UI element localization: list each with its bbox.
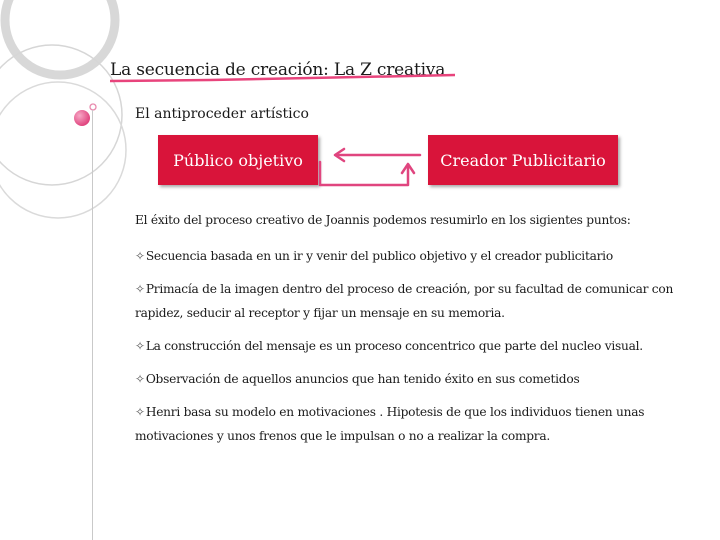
bullet-text: Observación de aquellos anuncios que han tenido éxito en sus cometidos	[145, 372, 580, 386]
slide-title: La secuencia de creación: La Z creativa	[110, 60, 446, 80]
diamond-outline-icon: ✧	[135, 249, 145, 263]
audience-box-label: Público objetivo	[173, 150, 303, 170]
intro-text: El éxito del proceso creativo de Joannis podemos resumirlo en los sigientes puntos:	[135, 213, 631, 227]
bullet-item	[135, 277, 675, 325]
slide-subtitle: El antiproceder artístico	[135, 106, 309, 122]
bullet-text: Henri basa su modelo en motivaciones . Hipotesis de que los individuos tienen unas motivaciones y unos frenos que le impulsan o no a realizar la compra.	[135, 405, 645, 443]
bullet-item	[135, 244, 675, 268]
bullet-text: La construcción del mensaje es un proceso concentrico que parte del nucleo visual.	[145, 339, 643, 353]
creator-box-label: Creador Publicitario	[440, 150, 606, 170]
bullet-text: Secuencia basada en un ir y venir del publico objetivo y el creador publicitario	[145, 249, 613, 263]
cycle-arrows	[318, 135, 428, 190]
audience-box	[158, 135, 318, 185]
creator-box	[428, 135, 618, 185]
diamond-outline-icon: ✧	[135, 339, 145, 353]
bullet-item	[135, 367, 675, 391]
bullet-item	[135, 334, 675, 358]
diamond-outline-icon: ✧	[135, 282, 145, 296]
content-body	[135, 210, 675, 457]
title-underline	[110, 72, 455, 84]
diamond-outline-icon: ✧	[135, 372, 145, 386]
bullet-text: Primacía de la imagen dentro del proceso de creación, por su facultad de comunicar con rapidez, seducir al receptor y fijar un mensaje en su memoria.	[135, 282, 674, 320]
vertical-divider-line	[92, 110, 93, 540]
decorative-circles	[0, 0, 130, 260]
diamond-outline-icon: ✧	[135, 405, 145, 419]
bullet-item	[135, 400, 675, 448]
